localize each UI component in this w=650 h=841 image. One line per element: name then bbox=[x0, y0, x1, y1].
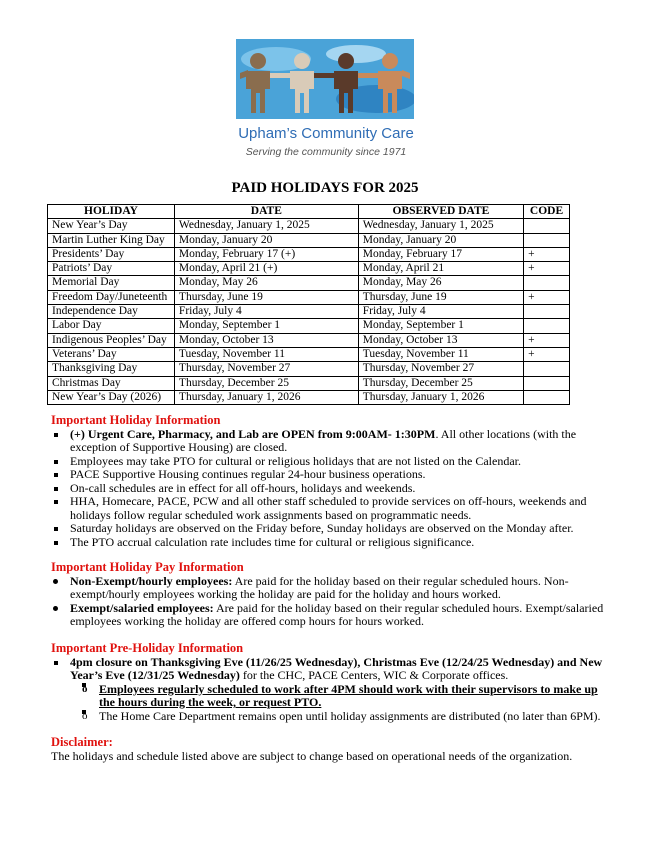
date-cell: Thursday, June 19 bbox=[174, 290, 358, 304]
code-cell bbox=[524, 319, 570, 333]
closure-dates: 4pm closure on Thanksgiving Eve (11/26/25 Wednesday), Christmas Eve (12/24/25 Wednesday) and New Year’s Eve (12/31/25 Wednesday) bbox=[70, 654, 603, 682]
code-cell: + bbox=[524, 333, 570, 347]
holiday-info-section bbox=[51, 414, 611, 549]
date-cell: Wednesday, January 1, 2025 bbox=[174, 219, 358, 233]
closure-locations: for the CHC, PACE Centers, WIC & Corporate offices. bbox=[239, 668, 509, 682]
code-cell bbox=[524, 362, 570, 376]
observed-date-cell: Monday, February 17 bbox=[358, 247, 523, 261]
table-row bbox=[48, 247, 570, 261]
holiday-cell: Patriots’ Day bbox=[48, 262, 175, 276]
observed-date-cell: Monday, September 1 bbox=[358, 319, 523, 333]
non-exempt-label: Non-Exempt/hourly employees: bbox=[70, 573, 233, 588]
observed-date-cell: Friday, July 4 bbox=[358, 305, 523, 319]
code-cell bbox=[524, 219, 570, 233]
paper-people-chain-logo bbox=[236, 39, 414, 119]
disclaimer-text: The holidays and schedule listed above are subject to change based on operational needs of the organization. bbox=[51, 748, 573, 763]
table-row bbox=[48, 376, 570, 390]
organization-logo bbox=[236, 39, 416, 159]
observed-date-cell: Tuesday, November 11 bbox=[358, 347, 523, 361]
pre-holiday-heading: Important Pre-Holiday Information bbox=[51, 641, 244, 655]
urgent-care-hours: (+) Urgent Care, Pharmacy, and Lab are OPEN from 9:00AM- 1:30PM bbox=[70, 426, 436, 441]
non-exempt-text: Are paid for the holiday based on their regular scheduled hours. Non-exempt/hourly employees working the holiday are paid for the holiday and hours worked. bbox=[70, 573, 569, 601]
list-item bbox=[51, 428, 611, 455]
column-header-holiday: HOLIDAY bbox=[48, 205, 175, 219]
table-row bbox=[48, 362, 570, 376]
observed-date-cell: Thursday, December 25 bbox=[358, 376, 523, 390]
logo-name: Upham’s Community Care bbox=[238, 125, 414, 142]
holiday-cell: Labor Day bbox=[48, 319, 175, 333]
pre-holiday-section bbox=[51, 642, 611, 723]
table-row bbox=[48, 333, 570, 347]
column-header-code: CODE bbox=[524, 205, 570, 219]
holiday-cell: New Year’s Day (2026) bbox=[48, 390, 175, 404]
table-row bbox=[48, 262, 570, 276]
holiday-cell: Christmas Day bbox=[48, 376, 175, 390]
holiday-table-body bbox=[48, 219, 570, 405]
pay-info-list bbox=[51, 575, 611, 629]
list-item: On-call schedules are in effect for all off-hours, holidays and weekends. bbox=[51, 482, 611, 496]
code-cell bbox=[524, 276, 570, 290]
table-row bbox=[48, 390, 570, 404]
date-cell: Tuesday, November 11 bbox=[174, 347, 358, 361]
exempt-label: Exempt/salaried employees: bbox=[70, 600, 214, 615]
sub-list-item: o Employees regularly scheduled to work after 4PM should work with their supervisors to make up the hours during the week, or request PTO. bbox=[80, 683, 611, 710]
table-header-row bbox=[48, 205, 570, 219]
observed-date-cell: Monday, January 20 bbox=[358, 233, 523, 247]
date-cell: Monday, April 21 (+) bbox=[174, 262, 358, 276]
code-cell bbox=[524, 233, 570, 247]
holiday-cell: Veterans’ Day bbox=[48, 347, 175, 361]
code-cell: + bbox=[524, 347, 570, 361]
table-row bbox=[48, 319, 570, 333]
table-row bbox=[48, 276, 570, 290]
holiday-cell: Thanksgiving Day bbox=[48, 362, 175, 376]
date-cell: Monday, October 13 bbox=[174, 333, 358, 347]
list-item: PACE Supportive Housing continues regular 24-hour business operations. bbox=[51, 468, 611, 482]
table-row bbox=[48, 233, 570, 247]
table-row bbox=[48, 290, 570, 304]
list-item: HHA, Homecare, PACE, PCW and all other staff scheduled to provide services on off-hours, weekends and holidays follow regular scheduled work assignments based on programmatic needs. bbox=[51, 495, 611, 522]
observed-date-cell: Thursday, January 1, 2026 bbox=[358, 390, 523, 404]
list-item bbox=[51, 575, 611, 602]
column-header-observed-date: OBSERVED DATE bbox=[358, 205, 523, 219]
holiday-cell: Memorial Day bbox=[48, 276, 175, 290]
code-cell bbox=[524, 390, 570, 404]
date-cell: Monday, February 17 (+) bbox=[174, 247, 358, 261]
holiday-info-heading: Important Holiday Information bbox=[51, 413, 221, 427]
column-header-date: DATE bbox=[174, 205, 358, 219]
list-item: The PTO accrual calculation rate includes time for cultural or religious significance. bbox=[51, 536, 611, 550]
date-cell: Thursday, January 1, 2026 bbox=[174, 390, 358, 404]
code-cell: + bbox=[524, 247, 570, 261]
holiday-info-list bbox=[51, 428, 611, 550]
date-cell: Friday, July 4 bbox=[174, 305, 358, 319]
holiday-cell: New Year’s Day bbox=[48, 219, 175, 233]
date-cell: Monday, January 20 bbox=[174, 233, 358, 247]
holiday-cell: Martin Luther King Day bbox=[48, 233, 175, 247]
holiday-table bbox=[47, 204, 570, 405]
holiday-cell: Indigenous Peoples’ Day bbox=[48, 333, 175, 347]
code-cell: + bbox=[524, 290, 570, 304]
code-cell bbox=[524, 376, 570, 390]
disclaimer-section bbox=[51, 736, 611, 763]
pre-holiday-sublist bbox=[80, 683, 611, 724]
observed-date-cell: Thursday, November 27 bbox=[358, 362, 523, 376]
pre-holiday-list bbox=[51, 656, 611, 724]
table-row bbox=[48, 347, 570, 361]
holiday-cell: Independence Day bbox=[48, 305, 175, 319]
list-item: Employees may take PTO for cultural or religious holidays that are not listed on the Calendar. bbox=[51, 455, 611, 469]
observed-date-cell: Thursday, June 19 bbox=[358, 290, 523, 304]
date-cell: Monday, September 1 bbox=[174, 319, 358, 333]
table-row bbox=[48, 219, 570, 233]
list-item bbox=[51, 602, 611, 629]
exempt-text: Are paid for the holiday based on their regular scheduled hours. Exempt/salaried employees working the holiday are offered comp hours for hours worked. bbox=[70, 600, 604, 628]
page-title: PAID HOLIDAYS FOR 2025 bbox=[231, 180, 419, 196]
table-row bbox=[48, 305, 570, 319]
list-item bbox=[51, 656, 611, 724]
observed-date-cell: Monday, October 13 bbox=[358, 333, 523, 347]
code-cell bbox=[524, 305, 570, 319]
pay-info-section bbox=[51, 561, 611, 629]
pay-info-heading: Important Holiday Pay Information bbox=[51, 560, 244, 574]
date-cell: Monday, May 26 bbox=[174, 276, 358, 290]
holiday-cell: Freedom Day/Juneteenth bbox=[48, 290, 175, 304]
observed-date-cell: Wednesday, January 1, 2025 bbox=[358, 219, 523, 233]
sub-list-item: o The Home Care Department remains open until holiday assignments are distributed (no later than 6PM). bbox=[80, 710, 611, 724]
holiday-cell: Presidents’ Day bbox=[48, 247, 175, 261]
date-cell: Thursday, December 25 bbox=[174, 376, 358, 390]
list-item: Saturday holidays are observed on the Friday before, Sunday holidays are observed on the Monday after. bbox=[51, 522, 611, 536]
logo-tagline: Serving the community since 1971 bbox=[245, 146, 407, 158]
observed-date-cell: Monday, April 21 bbox=[358, 262, 523, 276]
urgent-care-note: . All other locations (with the exception of Supportive Housing) are closed. bbox=[70, 426, 577, 454]
code-cell: + bbox=[524, 262, 570, 276]
disclaimer-heading: Disclaimer: bbox=[51, 735, 113, 749]
observed-date-cell: Monday, May 26 bbox=[358, 276, 523, 290]
date-cell: Thursday, November 27 bbox=[174, 362, 358, 376]
